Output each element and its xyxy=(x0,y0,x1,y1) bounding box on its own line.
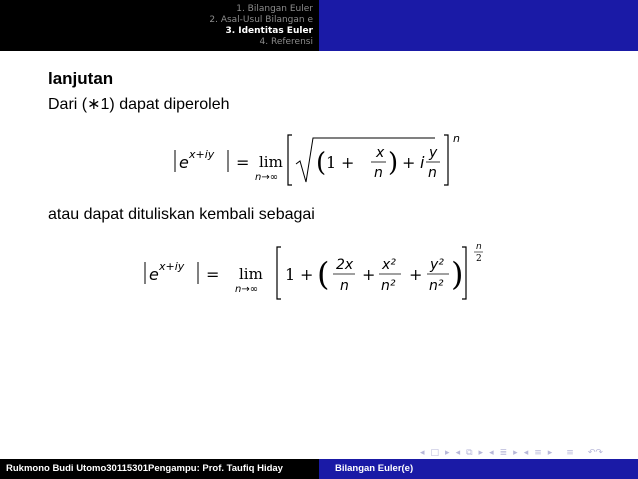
nav-subsection-icon[interactable]: ⧉ xyxy=(466,448,473,458)
eq2-frac1-num: 2x xyxy=(336,257,354,273)
toc-item-asal-usul[interactable]: 2. Asal-Usul Bilangan e xyxy=(209,15,313,25)
eq1-lhs-exp: x+iy xyxy=(189,148,215,161)
eq1-lim-sub: n→∞ xyxy=(255,172,279,183)
toc-item-referensi[interactable]: 4. Referensi xyxy=(259,37,313,47)
nav-frame-icon[interactable]: □ xyxy=(430,448,440,458)
eq1-one: 1 xyxy=(326,153,337,172)
toc-item-identitas-euler[interactable]: 3. Identitas Euler xyxy=(225,26,313,36)
eq1-outer-exp: n xyxy=(453,132,460,145)
footer-title: Bilangan Euler(e) xyxy=(319,459,638,479)
eq1-open-paren: ( xyxy=(316,148,327,178)
nav-section-icon[interactable]: ≣ xyxy=(499,448,508,458)
eq2-plus-3: + xyxy=(409,265,423,284)
section-toc xyxy=(209,4,313,48)
header-bar xyxy=(0,0,638,51)
nav-right-icon[interactable]: ▸ xyxy=(513,448,518,458)
beamer-navigation xyxy=(420,447,635,459)
nav-right-icon[interactable]: ▸ xyxy=(445,448,450,458)
eq2-frac1-den: n xyxy=(340,278,349,294)
eq1-equals: = xyxy=(236,153,250,172)
equation-2 xyxy=(140,240,500,305)
eq2-frac2-den: n² xyxy=(381,278,396,294)
eq1-frac2-num: y xyxy=(429,145,438,161)
equation-1 xyxy=(170,130,470,190)
nav-right-icon[interactable]: ▸ xyxy=(547,448,553,458)
toc-item-bilangan-euler[interactable]: 1. Bilangan Euler xyxy=(236,4,313,14)
header-right-panel xyxy=(319,0,638,51)
eq1-frac1-den: n xyxy=(374,165,383,181)
eq2-frac3-den: n² xyxy=(429,278,444,294)
eq2-frac2-num: x² xyxy=(382,257,396,273)
eq1-close-paren: ) xyxy=(388,148,399,178)
header-left-panel xyxy=(0,0,319,51)
eq2-equals: = xyxy=(206,265,220,284)
footer-bar xyxy=(0,459,638,479)
nav-document-icon[interactable]: ≡ xyxy=(534,448,542,458)
eq2-open-paren: ( xyxy=(317,255,330,293)
nav-left-icon[interactable]: ◂ xyxy=(523,448,529,458)
intro-text: Dari (∗1) dapat diperoleh xyxy=(48,96,230,113)
eq2-one: 1 xyxy=(285,265,296,284)
eq2-plus-1: + xyxy=(300,265,314,284)
nav-left-icon[interactable]: ◂ xyxy=(489,448,494,458)
nav-left-icon[interactable]: ◂ xyxy=(420,448,425,458)
frame-title: lanjutan xyxy=(48,69,114,88)
eq1-plus-2: + xyxy=(402,153,416,172)
eq2-frac3-num: y² xyxy=(430,257,444,273)
nav-appendix-icon[interactable]: ≡ xyxy=(566,448,574,458)
eq2-plus-2: + xyxy=(362,265,376,284)
eq2-close-paren: ) xyxy=(451,255,464,293)
eq1-i: i xyxy=(420,153,425,172)
eq2-lim-sub: n→∞ xyxy=(235,284,259,295)
eq2-outer-exp-den: 2 xyxy=(476,254,482,264)
eq2-outer-exp-num: n xyxy=(476,242,482,252)
eq2-lim: lim xyxy=(239,265,263,283)
eq1-frac1-num: x xyxy=(376,145,385,161)
eq1-plus: + xyxy=(341,153,355,172)
eq2-lhs-exp: x+iy xyxy=(159,260,185,273)
eq2-lhs-base: e xyxy=(149,265,159,284)
eq1-frac2-den: n xyxy=(428,165,437,181)
middle-text: atau dapat dituliskan kembali sebagai xyxy=(48,206,315,223)
nav-left-icon[interactable]: ◂ xyxy=(455,448,461,458)
nav-search-icon[interactable]: ↶↷ xyxy=(587,448,603,458)
footer-author: Rukmono Budi Utomo30115301Pengampu: Prof. Taufiq Hiday xyxy=(0,459,319,479)
nav-right-icon[interactable]: ▸ xyxy=(478,448,484,458)
eq1-lhs-base: e xyxy=(179,153,189,172)
eq1-lim: lim xyxy=(259,153,283,171)
